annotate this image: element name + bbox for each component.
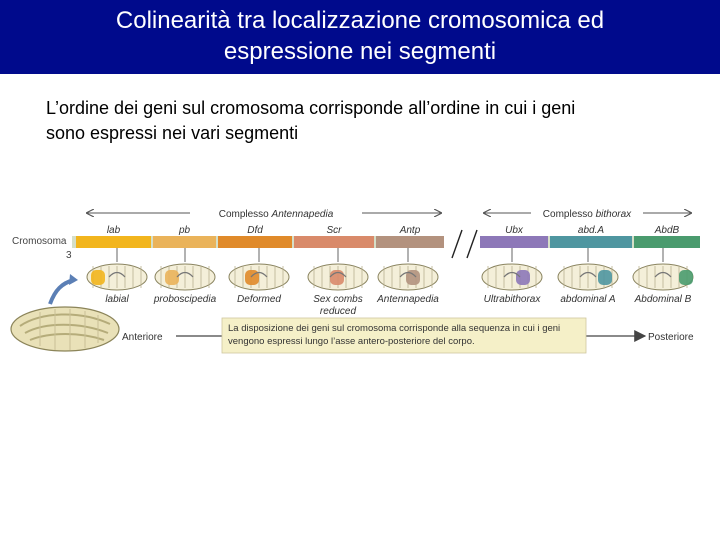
gene-symbol-dfd: Dfd [247, 225, 263, 236]
gene-name-abdb: Abdominal B [634, 294, 692, 305]
gene-symbol-scr: Scr [326, 225, 342, 236]
gene-box-ubx [480, 236, 548, 248]
caption-line-1: La disposizione dei geni sul cromosoma corrisponde alla sequenza in cui i geni [228, 323, 561, 334]
complex-bithorax-label: Complesso bithorax [542, 209, 632, 220]
body-line-1: L’ordine dei geni sul cromosoma corrisponde all’ordine in cui i geni [46, 98, 576, 118]
gene-name-scr-line2: reduced [319, 306, 357, 317]
gene-name-pb: proboscipedia [153, 294, 217, 305]
large-embryo-illustration [11, 307, 119, 351]
gene-connectors [117, 248, 663, 262]
curved-arrowhead [69, 274, 78, 285]
gene-name-scr: Sex combs [313, 294, 363, 305]
caption-line-2: vengono espressi lungo l’asse antero-posteriore del corpo. [228, 336, 475, 347]
chromosome-label: Cromosoma [12, 236, 67, 247]
gene-box-antp [376, 236, 444, 248]
gene-name-abda: abdominal A [560, 294, 616, 305]
gene-name-antp: Antennapedia [377, 294, 439, 305]
gene-symbol-lab: lab [106, 225, 121, 236]
gene-symbol-abdb: AbdB [654, 225, 680, 236]
gene-box-dfd [218, 236, 292, 248]
gene-symbol-ubx: Ubx [505, 225, 523, 236]
gene-box-abda [550, 236, 632, 248]
hox-colinearity-figure [0, 200, 720, 370]
complex-antennapedia-label: Complesso Antennapedia [218, 209, 334, 220]
gene-name-labels [105, 294, 691, 317]
gene-symbol-pb: pb [178, 225, 191, 236]
slide-body-text [46, 96, 686, 146]
gene-boxes [76, 225, 700, 248]
embryo-ubx [482, 264, 542, 290]
gene-box-lab [76, 236, 151, 248]
gene-box-pb [153, 236, 216, 248]
slide-title-line-2: espressione nei segmenti [223, 38, 497, 65]
figure-svg [0, 200, 720, 370]
embryo-abda [558, 264, 618, 290]
gene-symbol-abda: abd.A [577, 225, 605, 236]
gene-name-dfd: Deformed [237, 294, 281, 305]
gene-name-lab: labial [105, 294, 129, 305]
gene-box-abdb [634, 236, 700, 248]
embryo-scr [308, 264, 368, 290]
chromosome-number: 3 [66, 250, 72, 261]
title-bar [0, 0, 720, 74]
posterior-label: Posteriore [648, 332, 694, 343]
slide-title-line-1: Colinearità tra localizzazione cromosomica ed [115, 7, 605, 34]
gene-name-ubx: Ultrabithorax [483, 294, 541, 305]
gene-symbol-antp: Antp [399, 225, 421, 236]
embryo-row [87, 264, 693, 290]
embryo-dfd [229, 264, 289, 290]
embryo-abdb [633, 264, 693, 290]
gene-box-scr [294, 236, 374, 248]
chromosome-break-gap [444, 230, 480, 254]
anterior-label: Anteriore [122, 332, 163, 343]
embryo-antp [378, 264, 438, 290]
embryo-lab [87, 264, 147, 290]
embryo-pb [155, 264, 215, 290]
body-line-2: sono espressi nei vari segmenti [46, 123, 299, 143]
